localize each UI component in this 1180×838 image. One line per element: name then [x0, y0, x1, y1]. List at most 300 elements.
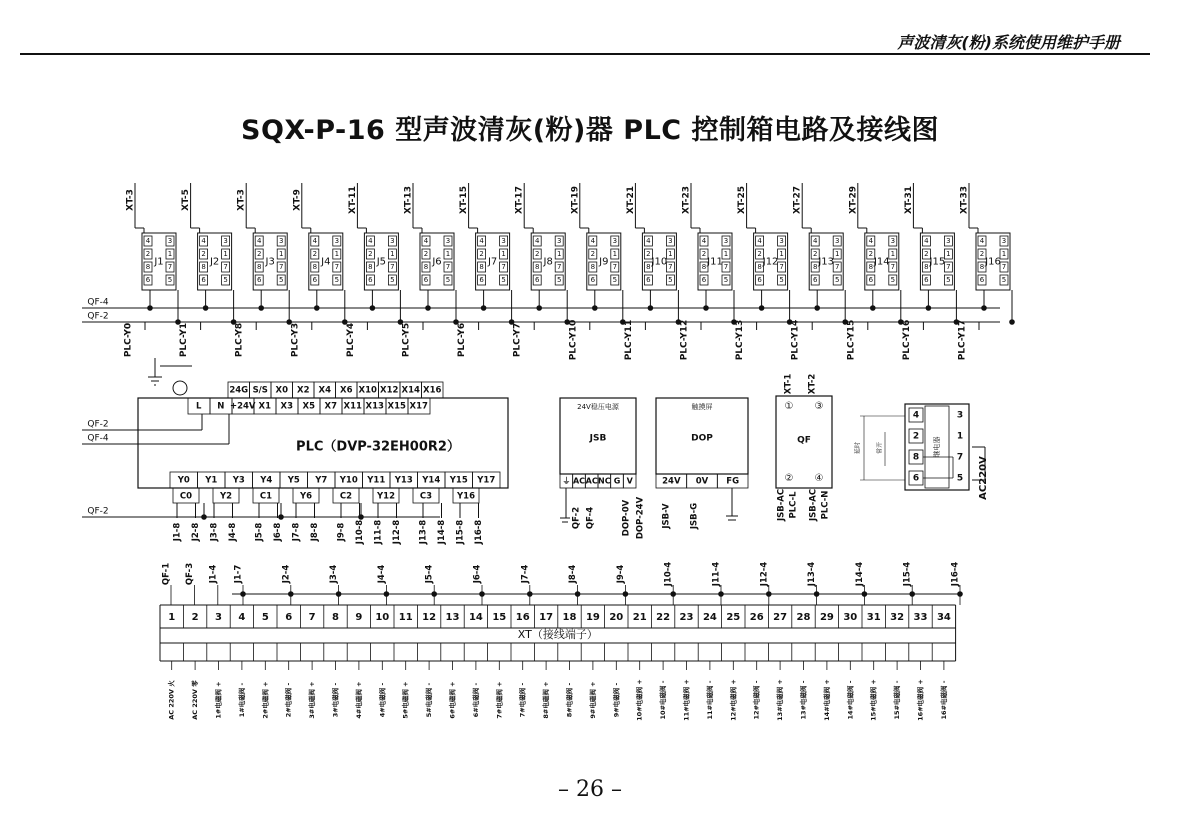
plc-terminal-label: +24V [229, 401, 256, 412]
relay-pin-number: 4 [368, 237, 373, 245]
plc-output-label: J12-8 [392, 519, 402, 545]
plc-output-label: J4-8 [228, 522, 238, 542]
relay-pin-number: 7 [1001, 263, 1007, 271]
relay-name: J11 [707, 256, 723, 268]
relay-pin-number: 7 [223, 263, 228, 271]
relay-pin-number: 1 [445, 250, 451, 258]
relay-pin-number: 4 [979, 237, 985, 245]
relay-pin-number: 4 [646, 237, 651, 245]
relay-pin-number: 7 [834, 263, 840, 271]
plc-terminal-label: X12 [380, 385, 399, 396]
strip-top-label: J6-4 [472, 564, 483, 584]
plc-terminal-label: Y13 [394, 475, 413, 486]
strip-bottom-label: 16#电磁阀 - [939, 680, 948, 720]
socket-pin-number: 8 [912, 452, 920, 463]
relay-top-label: XT-13 [403, 185, 414, 215]
plc-output-label: J8-8 [310, 522, 320, 542]
strip-terminal-number: 33 [913, 612, 928, 623]
relay-pin-number: 4 [590, 237, 596, 245]
relay-pin-number: 2 [701, 250, 707, 258]
relay-junction-dot [314, 305, 320, 311]
relay-junction-dot [147, 305, 153, 311]
strip-junction-dot [718, 591, 724, 597]
plc-terminal-label: X10 [358, 385, 377, 396]
strip-bottom-label: 12#电磁阀 - [752, 680, 761, 720]
relay-top-label: XT-17 [514, 185, 525, 215]
strip-bottom-label: 16#电磁阀 + [916, 679, 925, 721]
plc-terminal-label: Y6 [299, 491, 313, 502]
strip-terminal-number: 4 [238, 612, 246, 623]
relay-pin-number: 8 [646, 263, 651, 271]
strip-terminal-number: 27 [773, 612, 788, 623]
relay-pin-number: 2 [646, 250, 651, 258]
relay-pin-number: 7 [167, 263, 173, 271]
strip-bottom-label: 11#电磁阀 + [682, 679, 691, 721]
relay-pin-number: 5 [223, 276, 228, 284]
plc-terminal-label: Y10 [339, 475, 358, 486]
strip-bottom-label: 13#电磁阀 - [799, 680, 808, 720]
relay-top-label: XT-29 [848, 185, 859, 215]
strip-terminal-number: 18 [562, 612, 577, 623]
relay-pin-number: 6 [479, 276, 484, 284]
relay-name: J15 [929, 256, 946, 268]
plc-output-label: J9-8 [336, 522, 347, 542]
relay-pin-number: 4 [145, 237, 151, 245]
bus-label-qf4: QF-4 [87, 297, 109, 308]
relay-pin-number: 4 [757, 237, 762, 245]
dop-name: DOP [691, 433, 713, 444]
relay-junction-dot [425, 305, 431, 311]
relay-pin-number: 7 [890, 263, 896, 271]
strip-terminal-number: 9 [355, 612, 363, 623]
relay-pin-number: 7 [612, 263, 618, 271]
plc-output-label: J15-8 [455, 519, 466, 545]
relay-pin-number: 8 [312, 263, 318, 271]
plc-terminal-label: X6 [340, 385, 353, 396]
jsb-terminal-label: AC [585, 476, 598, 486]
strip-bottom-label: 2#电磁阀 + [261, 681, 270, 719]
relay-pin-number: 7 [556, 263, 562, 271]
plc-terminal-label: Y4 [260, 475, 273, 486]
qf-wire-label: PLC-L [788, 491, 799, 519]
socket-dim-label: 延时 [854, 441, 862, 455]
relay-pin-number: 5 [612, 276, 618, 284]
relay-top-label: XT-3 [236, 189, 247, 211]
strip-terminal-number: 8 [332, 612, 339, 623]
plc-model-text: PLC（DVP-32EH00R2） [296, 439, 460, 455]
strip-terminal-number: 2 [191, 612, 199, 623]
strip-junction-dot [479, 591, 485, 597]
strip-top-label: J3-4 [329, 564, 340, 584]
socket-dim-label: 常开 [876, 441, 884, 455]
plc-terminal-label: Y12 [377, 491, 395, 502]
relay-pin-number: 6 [701, 276, 707, 284]
plc-unit [82, 358, 508, 545]
relay-pin-number: 4 [423, 237, 429, 245]
relay-pin-number: 5 [390, 276, 395, 284]
relay-bottom-label: PLC-Y7 [512, 322, 523, 358]
strip-junction-dot [623, 591, 629, 597]
dop-terminal-label: 24V [662, 476, 681, 487]
strip-terminal-number: 29 [819, 612, 834, 623]
plc-terminal-label: X2 [297, 385, 310, 396]
socket-pin-number: 1 [956, 431, 964, 442]
relay-pin-number: 2 [479, 250, 484, 258]
plc-output-label: J13-8 [418, 519, 429, 545]
plc-junction-dot [278, 514, 284, 520]
relay-pin-number: 4 [701, 237, 707, 245]
relay-pin-number: 8 [479, 263, 484, 271]
plc-terminal-label: 24G [229, 385, 249, 396]
relay-bottom-label: PLC-Y10 [568, 319, 579, 361]
relay-pin-number: 3 [167, 237, 173, 245]
qf-breaker [776, 374, 832, 522]
strip-top-label: J10-4 [663, 561, 674, 587]
relay-junction-dot [1009, 319, 1015, 325]
plc-output-label: J14-8 [437, 519, 447, 545]
relay-pin-number: 8 [423, 263, 429, 271]
plc-terminal-label: X3 [280, 401, 293, 412]
strip-top-label: QF-3 [184, 562, 195, 586]
relay-pin-number: 5 [779, 276, 784, 284]
relay-pin-number: 5 [668, 276, 673, 284]
terminal-strip [160, 562, 963, 721]
relay-pin-number: 7 [390, 263, 395, 271]
relay-top-label: XT-15 [459, 185, 470, 215]
strip-bottom-label: 5#电磁阀 + [401, 681, 410, 719]
jsb-terminal-label: AC [572, 476, 586, 486]
relay-pin-number: 3 [834, 237, 840, 245]
socket-pin-number: 7 [956, 452, 964, 463]
relay-socket-detail [854, 404, 990, 500]
relay-top-label: XT-19 [570, 185, 581, 215]
relay-bottom-label: PLC-Y8 [234, 322, 245, 358]
strip-bottom-label: 9#电磁阀 - [612, 682, 621, 718]
strip-top-label: J14-4 [854, 561, 865, 587]
relay-pin-number: 7 [723, 263, 729, 271]
earth-terminal-icon [173, 381, 187, 395]
strip-bottom-label: 14#电磁阀 - [846, 680, 855, 720]
strip-top-label: J5-4 [424, 564, 435, 584]
relay-name: J12 [762, 256, 779, 268]
relay-pin-number: 2 [145, 250, 151, 258]
relay-pin-number: 7 [445, 263, 451, 271]
strip-bottom-label: 3#电磁阀 + [308, 681, 317, 719]
plc-output-label: J6-8 [273, 522, 283, 542]
jsb-power-supply [560, 398, 646, 539]
strip-top-label: J13-4 [807, 561, 818, 587]
plc-output-label: J5-8 [254, 522, 265, 542]
strip-junction-dot [957, 591, 963, 597]
dop-touchscreen [656, 398, 748, 530]
strip-terminal-number: 26 [749, 612, 764, 623]
relay-pin-number: 7 [779, 263, 784, 271]
strip-bottom-label: 15#电磁阀 + [869, 679, 878, 721]
strip-bottom-label: AC 220V 火 [167, 680, 176, 720]
relay-bottom-label: PLC-Y12 [679, 319, 690, 361]
qf-terminal-1: ① [784, 401, 794, 412]
plc-output-label: J2-8 [191, 522, 201, 542]
strip-terminal-number: 10 [375, 612, 390, 623]
strip-bottom-label: 2#电磁阀 - [284, 682, 293, 718]
dop-terminal-label: 0V [695, 476, 709, 487]
strip-terminal-number: 23 [679, 612, 694, 623]
diagram-title: SQX-P-16 型声波清灰(粉)器 PLC 控制箱电路及接线图 [241, 115, 939, 146]
relay-name: J4 [321, 256, 331, 268]
jsb-terminal-label: ⏚ [562, 476, 571, 486]
relay-pin-number: 5 [278, 276, 284, 284]
strip-top-label: J9-4 [615, 564, 626, 584]
plc-terminal-label: X15 [387, 401, 406, 412]
plc-terminal-label: X0 [275, 385, 288, 396]
strip-bottom-label: 7#电磁阀 + [495, 681, 504, 719]
plc-terminal-label: X1 [258, 401, 271, 412]
relay-pin-number: 5 [946, 276, 951, 284]
relay-pin-number: 5 [890, 276, 896, 284]
relay-name: J5 [376, 256, 387, 268]
relay-pin-number: 4 [534, 237, 540, 245]
relay-bottom-label: PLC-Y14 [790, 319, 801, 361]
relay-pin-number: 1 [834, 250, 840, 258]
relay-junction-dot [592, 305, 598, 311]
relay-junction-dot [536, 305, 542, 311]
relay-pin-number: 2 [256, 250, 262, 258]
relay-pin-number: 1 [278, 250, 284, 258]
jsb-wire-label: DOP-0V [621, 499, 632, 537]
relay-pin-number: 3 [612, 237, 618, 245]
relay-pin-number: 5 [723, 276, 729, 284]
relay-pin-number: 6 [924, 276, 929, 284]
jsb-name: JSB [589, 433, 607, 444]
relay-pin-number: 1 [167, 250, 173, 258]
strip-junction-dot [336, 591, 342, 597]
plc-terminal-label: C3 [419, 491, 433, 502]
strip-junction-dot [288, 591, 294, 597]
relay-pin-number: 1 [612, 250, 618, 258]
relay-bottom-label: PLC-Y6 [457, 322, 468, 358]
plc-terminal-label: Y3 [232, 475, 245, 486]
bus-label-qf2: QF-2 [87, 311, 109, 322]
relay-top-label: XT-11 [347, 185, 358, 215]
relay-top-label: XT-23 [681, 185, 692, 215]
relay-pin-number: 6 [979, 276, 985, 284]
relay-name: J2 [209, 256, 220, 268]
plc-terminal-label: Y17 [477, 475, 496, 486]
relay-bottom-label: PLC-Y5 [401, 322, 412, 358]
relay-pin-number: 5 [445, 276, 451, 284]
jsb-wire-label: DOP-24V [635, 496, 646, 540]
strip-terminal-number: 17 [539, 612, 554, 623]
relay-pin-number: 6 [868, 276, 874, 284]
relay-pin-number: 5 [1001, 276, 1007, 284]
socket-center-text: 继电器 [933, 436, 941, 458]
relay-junction-dot [258, 305, 264, 311]
qf-top-label: XT-2 [807, 373, 818, 395]
strip-junction-dot [575, 591, 581, 597]
qf-top-label: XT-1 [783, 373, 794, 395]
jsb-heading: 24V稳压电源 [577, 403, 619, 411]
strip-terminal-number: 20 [609, 612, 624, 623]
plc-terminal-label: Y14 [422, 475, 441, 486]
plc-output-label: J3-8 [209, 522, 220, 542]
relay-top-label: XT-9 [292, 189, 303, 211]
relay-bottom-label: PLC-Y16 [901, 319, 912, 361]
relay-name: J6 [432, 256, 442, 268]
strip-terminal-number: 6 [285, 612, 293, 623]
jsb-terminal-label: NC [598, 476, 611, 486]
plc-terminal-label: Y7 [315, 475, 328, 486]
strip-bottom-label: AC 220V 零 [191, 680, 200, 720]
strip-junction-dot [384, 591, 390, 597]
strip-top-label: J4-4 [376, 564, 387, 584]
strip-bottom-label: 1#电磁阀 - [237, 682, 246, 718]
relay-pin-number: 1 [946, 250, 951, 258]
strip-bottom-label: 6#电磁阀 + [448, 681, 457, 719]
relay-junction-dot [648, 305, 654, 311]
qf-wire-label: JSB-AC [776, 488, 787, 522]
relay-name: J9 [599, 256, 609, 268]
relay-pin-number: 2 [812, 250, 818, 258]
strip-junction-dot [909, 591, 915, 597]
relay-top-label: XT-3 [125, 189, 136, 211]
relay-pin-number: 6 [201, 276, 206, 284]
relay-name: J1 [154, 256, 164, 268]
relay-pin-number: 3 [278, 237, 284, 245]
relay-bottom-label: PLC-Y17 [957, 319, 968, 361]
strip-terminal-number: 19 [585, 612, 600, 623]
strip-junction-dot [766, 591, 772, 597]
qf-wire-label: PLC-N [820, 490, 831, 520]
socket-pin-number: 2 [912, 431, 920, 442]
strip-top-label: J11-4 [711, 561, 722, 587]
relay-junction-dot [870, 305, 876, 311]
relay-pin-number: 3 [723, 237, 729, 245]
dop-wire-label: JSB-G [689, 502, 700, 530]
relay-bottom-label: PLC-Y15 [846, 319, 857, 361]
relay-top-label: XT-31 [903, 185, 914, 215]
relay-bottom-label: PLC-Y1 [179, 322, 190, 358]
strip-bottom-label: 10#电磁阀 - [659, 680, 668, 720]
relay-top-label: XT-27 [792, 185, 803, 215]
relay-name: J14 [873, 256, 890, 268]
plc-terminal-label: X16 [423, 385, 442, 396]
relay-pin-number: 8 [256, 263, 262, 271]
strip-junction-dot [240, 591, 246, 597]
strip-junction-dot [527, 591, 533, 597]
relay-pin-number: 8 [979, 263, 985, 271]
strip-top-label: J2-4 [281, 564, 292, 584]
strip-terminal-number: 16 [515, 612, 530, 623]
relay-pin-number: 4 [868, 237, 874, 245]
strip-terminal-number: 32 [890, 612, 905, 623]
relay-pin-number: 1 [1001, 250, 1007, 258]
strip-terminal-number: 25 [726, 612, 741, 623]
relay-pin-number: 1 [668, 250, 673, 258]
relay-pin-number: 3 [779, 237, 784, 245]
relay-pin-number: 3 [223, 237, 228, 245]
relay-top-label: XT-25 [737, 185, 748, 215]
relay-name: J8 [543, 256, 553, 268]
relay-pin-number: 3 [334, 237, 340, 245]
relay-pin-number: 1 [501, 250, 506, 258]
relay-pin-number: 8 [590, 263, 596, 271]
plc-terminal-label: C0 [179, 491, 193, 502]
relay-pin-number: 6 [423, 276, 429, 284]
plc-output-label: J1-8 [172, 522, 183, 542]
plc-terminal-label: Y16 [457, 491, 475, 502]
relay-junction-dot [703, 305, 709, 311]
relay-bottom-label: PLC-Y4 [345, 322, 356, 358]
relay-pin-number: 8 [924, 263, 929, 271]
plc-terminal-label: X4 [318, 385, 331, 396]
strip-top-label: J12-4 [759, 561, 770, 587]
relay-pin-number: 3 [556, 237, 562, 245]
relay-pin-number: 7 [668, 263, 673, 271]
qf-terminal-4: ④ [814, 473, 824, 484]
relay-pin-number: 2 [423, 250, 429, 258]
relay-pin-number: 7 [334, 263, 340, 271]
relay-pin-number: 6 [534, 276, 540, 284]
plc-terminal-label: S/S [252, 385, 268, 396]
relay-junction-dot [926, 305, 932, 311]
relay-junction-dot [981, 305, 987, 311]
plc-terminal-label: C2 [339, 491, 353, 502]
relay-pin-number: 2 [868, 250, 874, 258]
qf-wire-label: JSB-AC [808, 488, 819, 522]
qf-name: QF [797, 435, 811, 446]
relay-pin-number: 3 [390, 237, 395, 245]
socket-pin-number: 3 [956, 410, 964, 421]
relay-pin-number: 5 [334, 276, 340, 284]
relay-pin-number: 1 [390, 250, 395, 258]
relay-pin-number: 1 [556, 250, 562, 258]
strip-terminal-number: 13 [445, 612, 460, 623]
plc-terminal-label: X7 [324, 401, 337, 412]
relay-top-label: XT-5 [181, 189, 192, 211]
relay-pin-number: 8 [757, 263, 762, 271]
qf-terminal-3: ③ [814, 401, 824, 412]
relay-junction-dot [203, 305, 209, 311]
strip-terminal-number: 1 [168, 612, 176, 623]
strip-bottom-label: 10#电磁阀 + [635, 679, 644, 721]
strip-terminal-number: 34 [936, 612, 951, 623]
relay-junction-dot [759, 305, 765, 311]
plc-terminal-label: Y2 [219, 491, 233, 502]
strip-terminal-number: 28 [796, 612, 811, 623]
strip-terminal-number: 7 [308, 612, 316, 623]
relay-pin-number: 6 [812, 276, 818, 284]
strip-junction-dot [431, 591, 437, 597]
strip-terminal-number: 3 [215, 612, 222, 623]
strip-bottom-label: 14#电磁阀 + [822, 679, 831, 721]
plc-terminal-label: Y11 [367, 475, 386, 486]
plc-terminal-label: Y5 [287, 475, 300, 486]
strip-bottom-label: 13#电磁阀 + [776, 679, 785, 721]
strip-bottom-label: 11#电磁阀 - [705, 680, 714, 720]
relay-top-label: XT-21 [625, 185, 636, 215]
relay-pin-number: 2 [757, 250, 762, 258]
strip-terminal-number: 11 [398, 612, 413, 623]
relay-pin-number: 5 [501, 276, 506, 284]
strip-junction-dot [814, 591, 820, 597]
relay-pin-number: 7 [946, 263, 951, 271]
relay-pin-number: 4 [812, 237, 818, 245]
plc-output-label: J10-8 [355, 519, 365, 545]
relay-pin-number: 4 [924, 237, 929, 245]
relay-name: J13 [818, 256, 835, 268]
strip-bottom-label: 8#电磁阀 + [542, 681, 551, 719]
relay-pin-number: 3 [946, 237, 951, 245]
